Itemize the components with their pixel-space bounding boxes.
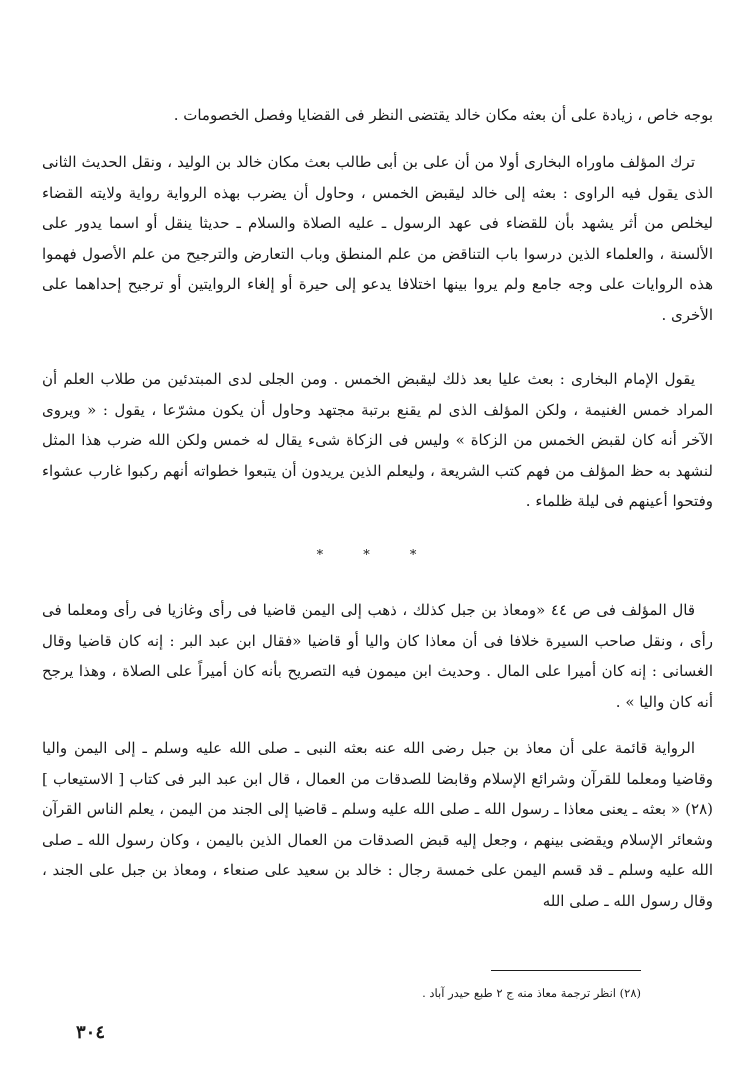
paragraph-4 — [42, 595, 713, 717]
paragraph-3 — [42, 364, 713, 517]
paragraph-text: بوجه خاص ، زيادة على أن بعثه مكان خالد يقتضى النظر فى القضايا وفصل الخصومات . — [173, 106, 713, 124]
section-separator: * * * — [316, 548, 435, 563]
paragraph-5 — [42, 733, 713, 916]
paragraph-text: قال المؤلف فى ص ٤٤ «ومعاذ بن جبل كذلك ، ذهب إلى اليمن قاضيا فى رأى وغازيا فى رأى ومعلما فى رأى ، ونقل صاحب السيرة خلافا فى أن معاذا كان واليا أو قاضيا «فقال ابن عبد البر : إنه كان قاضيا وقال الغسانى : إنه كان أميرا على المال . وحديث ابن ميمون فيه التصريح بأنه كان أميراً على الصلاة ، وهذا يرجح أنه كان واليا » . — [42, 601, 713, 711]
paragraph-text: الرواية قائمة على أن معاذ بن جبل رضى الله عنه بعثه النبى ـ صلى الله عليه وسلم ـ إلى اليمن واليا وقاضيا ومعلما للقرآن وشرائع الإسلام وقابضا للصدقات من العمال ، قال ابن عبد البر فى كتاب [ الاستيعاب ](٢٨) « بعثه ـ يعنى معاذا ـ رسول الله ـ صلى الله عليه وسلم ـ قاضيا إلى الجند من اليمن ، يعلم الناس القرآن وشعائر الإسلام ويقضى بينهم ، وجعل إليه قبض الصدقات من العمال الذين باليمن ، وكان رسول الله ـ صلى الله عليه وسلم ـ قد قسم اليمن على خمسة رجال : خالد بن سعيد على صنعاء ، ومعاذ بن جبل على الجند ، وقال رسول الله ـ صلى الله — [42, 739, 713, 910]
paragraph-text: ترك المؤلف ماوراه البخارى أولا من أن على بن أبى طالب بعث مكان خالد بن الوليد ، ونقل الحديث الثانى الذى يقول فيه الراوى : بعثه إلى خالد ليقبض الخمس ، وحاول أن يضرب بهذه الرواية رواية ولايته القضاء ليخلص من أثر يشهد بأن للقضاء فى عهد الرسول ـ عليه الصلاة والسلام ـ حديثا ينقل أو اسما يدور على الألسنة ، والعلماء الذين درسوا باب التناقض من علم المنطق وباب التعارض والترجيح من علم الأصول فهموا هذه الروايات على وجه جامع ولم يروا بينها اختلافا يدعو إلى حيرة أو إلغاء الروايتين أو ترجيح إحداهما على الأخرى . — [42, 153, 714, 324]
footnote-divider — [491, 970, 641, 971]
page-number: ٣٠٤ — [76, 1022, 106, 1043]
paragraph-2 — [42, 147, 713, 330]
footnote: (٢٨) انظر ترجمة معاذ منه ج ٢ طبع حيدر آباد . — [422, 986, 641, 1000]
paragraph-text: يقول الإمام البخارى : بعث عليا بعد ذلك ليقبض الخمس . ومن الجلى لدى المبتدئين من طلاب العلم أن المراد خمس الغنيمة ، ولكن المؤلف الذى لم يقنع برتبة مجتهد وحاول أن يكون مشرّعا ، يقول : « ويروى الآخر أنه كان لقبض الخمس من الزكاة » وليس فى الزكاة شىء يقال له خمس ولكن الله ضرب هذا المثل لنشهد به حظ المؤلف من فهم كتب الشريعة ، وليعلم الذين يريدون أن يتبعوا خطواته أنهم ركبوا غارب عشواء وفتحوا أعينهم فى ليلة ظلماء . — [42, 370, 713, 510]
paragraph-1 — [42, 100, 713, 131]
